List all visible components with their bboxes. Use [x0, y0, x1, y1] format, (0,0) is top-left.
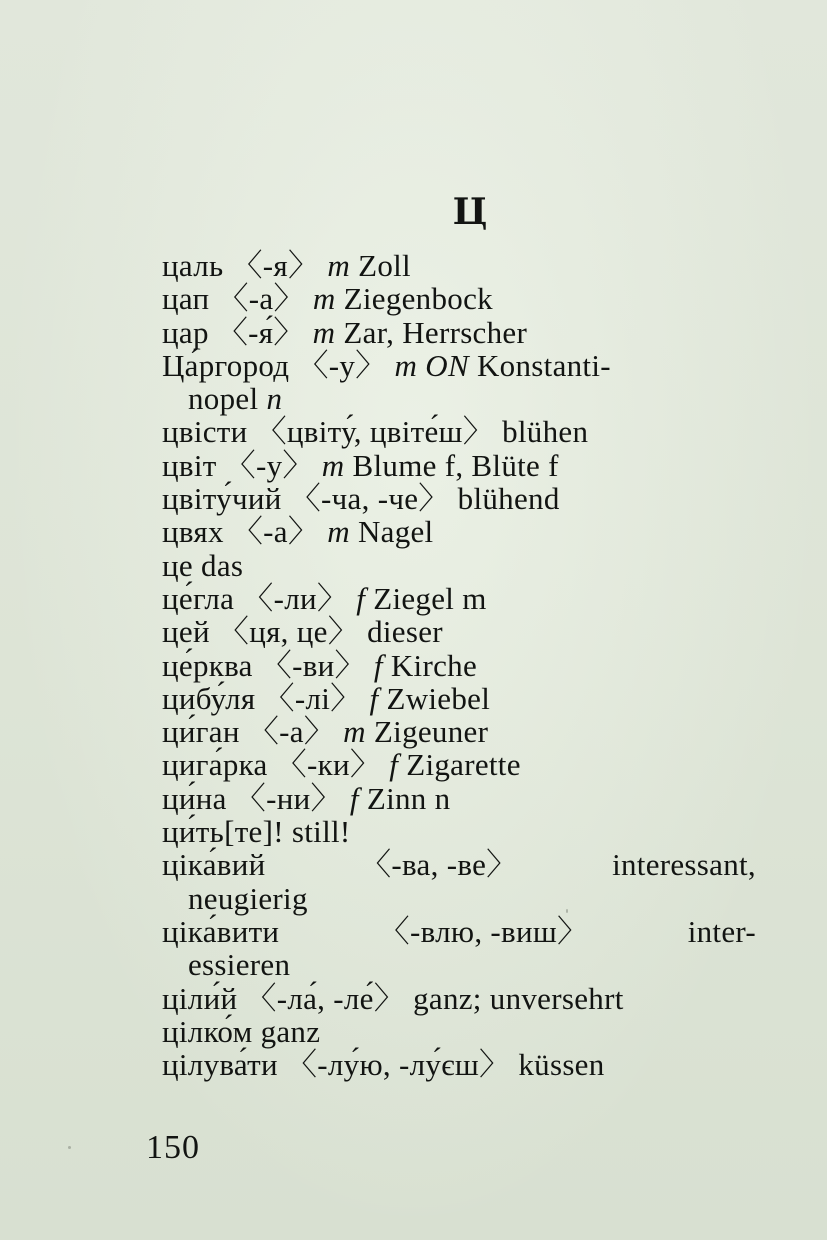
entry-line [162, 782, 762, 815]
headword: ціка́вий [162, 847, 266, 883]
entry-continuation-line [162, 948, 762, 981]
entry-line [162, 748, 762, 781]
gender-marker: m [327, 514, 350, 550]
grammar-forms: 〈-я́〉 [216, 314, 305, 350]
headword: це́рква [162, 647, 253, 683]
headword: цап [162, 281, 210, 317]
entry-continuation-line [162, 382, 762, 415]
entry-line [162, 316, 762, 349]
translation: Zigarette [406, 747, 521, 783]
gender-marker: n [266, 381, 283, 417]
translation: Zigeuner [373, 714, 489, 750]
translation: Ziegenbock [343, 281, 493, 317]
translation: nopel [188, 381, 259, 417]
headword: це́гла [162, 580, 235, 616]
grammar-forms: 〈ця, це〉 [217, 614, 360, 650]
translation: ganz [260, 1013, 321, 1049]
grammar-forms: 〈цвіту́, цвіте́ш〉 [255, 414, 495, 450]
headword: цвісти [162, 414, 248, 450]
grammar-forms: 〈-лу́ю, -лу́єш〉 [285, 1047, 511, 1083]
entry-line [162, 815, 762, 848]
gender-marker: f [389, 747, 399, 783]
grammar-forms: 〈-а〉 [217, 281, 305, 317]
entry-line [162, 615, 762, 648]
headword: цаль [162, 248, 224, 283]
grammar-forms: 〈-ча, -че〉 [289, 481, 450, 517]
headword: цига́рка [162, 747, 268, 783]
translation: Zinn n [366, 780, 451, 816]
translation: Zoll [358, 248, 411, 283]
gender-marker: f [373, 647, 383, 683]
entry-line [162, 649, 762, 682]
translation: neugierig [188, 880, 308, 916]
translation: dieser [367, 614, 443, 650]
translation: still! [291, 814, 351, 850]
translation: Zwiebel [386, 680, 491, 716]
entry-line [162, 682, 762, 715]
headword: цвях [162, 514, 224, 550]
dictionary-entry-list [162, 249, 762, 1081]
gender-marker: f [369, 680, 379, 716]
translation: Kirche [390, 647, 478, 683]
grammar-forms: 〈-а〉 [247, 714, 336, 750]
translation: Nagel [357, 514, 434, 550]
entry-line [162, 982, 762, 1015]
gender-marker: m [312, 281, 336, 317]
gender-marker: f [356, 580, 366, 616]
grammar-forms: 〈-я〉 [231, 248, 320, 283]
translation: das [201, 547, 244, 583]
gender-marker: f [349, 780, 359, 816]
entry-line [162, 1015, 762, 1048]
entry-line [162, 515, 762, 548]
entry-line [162, 449, 762, 482]
translation: Blume f, Blüte f [352, 447, 559, 483]
translation: blühen [502, 414, 589, 450]
grammar-forms: 〈-ла́, -ле́〉 [245, 980, 406, 1016]
paper-speck [68, 1146, 71, 1149]
grammar-forms: 〈-ва, -ве〉 [360, 847, 518, 883]
grammar-forms: 〈-ни〉 [234, 780, 342, 816]
paper-speck [566, 909, 568, 913]
headword: цвіт [162, 447, 217, 483]
headword: цілува́ти [162, 1047, 278, 1083]
gender-marker: m [321, 447, 345, 483]
headword: ци́на [162, 780, 227, 816]
entry-line [162, 415, 762, 448]
headword: ци́ть[те]! [162, 814, 284, 850]
grammar-forms: 〈-у〉 [297, 347, 387, 383]
translation: ganz; unversehrt [413, 980, 624, 1016]
gender-marker: m [343, 714, 366, 750]
grammar-forms: 〈-лі〉 [263, 680, 362, 716]
grammar-forms: 〈-влю, -виш〉 [378, 913, 589, 949]
headword: цибу́ля [162, 680, 256, 716]
headword: ціли́й [162, 980, 238, 1016]
translation: blühend [457, 481, 560, 517]
translation: küssen [518, 1047, 605, 1083]
translation: inter- [687, 913, 756, 949]
gender-marker: m [312, 314, 336, 350]
entry-line [162, 582, 762, 615]
entry-line [162, 1048, 762, 1081]
entry-line [162, 715, 762, 748]
headword: цар [162, 314, 209, 350]
gender-marker: m [327, 248, 351, 283]
gender-marker: m ON [394, 347, 469, 383]
entry-line [162, 249, 762, 282]
entry-continuation-line [162, 882, 762, 915]
entry-line [162, 349, 762, 382]
headword: цілко́м [162, 1013, 253, 1049]
translation: Konstanti- [477, 347, 611, 383]
entry-line [162, 482, 762, 515]
grammar-forms: 〈-ви〉 [260, 647, 366, 683]
translation: Ziegel m [373, 580, 487, 616]
translation: interessant, [612, 847, 756, 883]
headword: ціка́вити [162, 913, 280, 949]
grammar-forms: 〈-у〉 [224, 447, 314, 483]
headword: цей [162, 614, 210, 650]
entry-line [162, 282, 762, 315]
grammar-forms: 〈-ки〉 [275, 747, 382, 783]
grammar-forms: 〈-ли〉 [242, 580, 349, 616]
section-letter-heading: Ц [452, 191, 488, 233]
entry-line [162, 915, 756, 948]
headword: ци́ган [162, 714, 240, 750]
headword: цвіту́чий [162, 481, 282, 517]
grammar-forms: 〈-а〉 [231, 514, 320, 550]
entry-line [162, 549, 762, 582]
translation: Zar, Herrscher [343, 314, 528, 350]
page-number: 150 [146, 1129, 200, 1166]
entry-line [162, 848, 756, 881]
headword: це [162, 547, 193, 583]
translation: essieren [188, 947, 291, 983]
headword: Ца́ргород [162, 347, 290, 383]
